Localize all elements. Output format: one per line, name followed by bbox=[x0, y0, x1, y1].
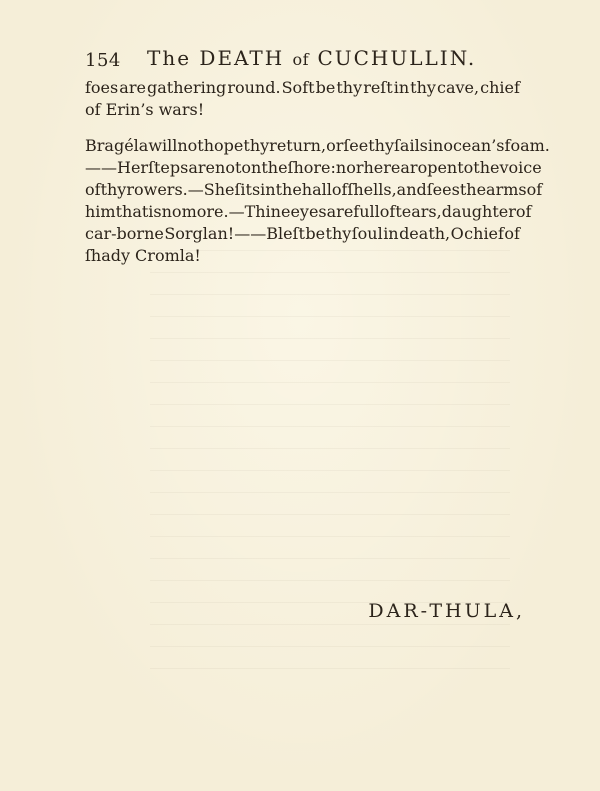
word: the bbox=[275, 180, 302, 199]
word: Erin’s bbox=[105, 100, 154, 119]
word: the bbox=[459, 180, 487, 199]
page-header bbox=[85, 44, 530, 74]
paragraph-2 bbox=[85, 135, 550, 267]
word: are bbox=[119, 78, 146, 97]
word: arms bbox=[486, 180, 527, 199]
word: open bbox=[417, 158, 458, 177]
running-head-death: DEATH bbox=[199, 46, 285, 70]
running-head-prefix: The bbox=[147, 46, 192, 70]
text-line bbox=[85, 99, 520, 121]
word: will bbox=[148, 136, 178, 155]
word: and bbox=[396, 180, 427, 199]
word: nor bbox=[335, 158, 364, 177]
word: him bbox=[85, 202, 116, 221]
word: that bbox=[115, 202, 149, 221]
running-head bbox=[147, 46, 476, 70]
word: not bbox=[215, 158, 242, 177]
word: of bbox=[379, 202, 396, 221]
text-line bbox=[85, 157, 542, 179]
word: are bbox=[188, 158, 216, 177]
word: return, bbox=[269, 136, 327, 155]
text-line bbox=[85, 201, 532, 223]
word: the bbox=[473, 158, 500, 177]
word: foes bbox=[85, 78, 119, 97]
word: ſails bbox=[393, 136, 428, 155]
word: are bbox=[326, 202, 354, 221]
word: thy bbox=[243, 136, 270, 155]
word: ſhady bbox=[85, 246, 131, 265]
word: no bbox=[161, 202, 182, 221]
word: ſoul bbox=[351, 224, 383, 243]
word: Bragéla bbox=[85, 136, 149, 155]
word: the bbox=[261, 158, 288, 177]
word: in bbox=[393, 78, 410, 97]
word: Soft bbox=[281, 78, 315, 97]
word: be bbox=[305, 224, 326, 243]
word: hall bbox=[301, 180, 332, 199]
word: of bbox=[85, 100, 101, 119]
word: of bbox=[504, 224, 520, 243]
word: thy bbox=[410, 78, 436, 97]
word: ſits bbox=[234, 180, 261, 199]
running-head-of: of bbox=[292, 50, 310, 69]
text-line bbox=[85, 135, 550, 157]
word: eyes bbox=[290, 202, 327, 221]
word: gathering bbox=[146, 78, 227, 97]
word: in bbox=[427, 136, 444, 155]
word: : bbox=[330, 158, 336, 177]
word: car-borne bbox=[85, 224, 164, 243]
word: ſhore bbox=[287, 158, 331, 177]
word: foam. bbox=[504, 136, 550, 155]
word: death, bbox=[399, 224, 451, 243]
word: her bbox=[363, 158, 391, 177]
word: ſhells, bbox=[347, 180, 397, 199]
word: ſees bbox=[426, 180, 460, 199]
word: hope bbox=[203, 136, 244, 155]
word: ſee bbox=[343, 136, 369, 155]
word: of bbox=[526, 180, 543, 199]
word: or bbox=[326, 136, 344, 155]
text-line bbox=[85, 245, 520, 267]
word: ear bbox=[390, 158, 418, 177]
text-line bbox=[85, 77, 520, 99]
word: chief bbox=[480, 78, 520, 97]
word: full bbox=[353, 202, 380, 221]
word: to bbox=[457, 158, 474, 177]
paragraph-1 bbox=[85, 77, 520, 121]
word: not bbox=[177, 136, 204, 155]
word: on bbox=[241, 158, 262, 177]
word: thy bbox=[336, 78, 363, 97]
word: round. bbox=[227, 78, 281, 97]
word: ——Her bbox=[85, 158, 149, 177]
word: of bbox=[331, 180, 348, 199]
text-line bbox=[85, 179, 543, 201]
word: reſt bbox=[363, 78, 393, 97]
word: rowers.—She bbox=[126, 180, 235, 199]
word: more.—Thine bbox=[181, 202, 291, 221]
word: O bbox=[450, 224, 464, 243]
page-number: 154 bbox=[85, 50, 121, 71]
word: thy bbox=[368, 136, 394, 155]
word: wars! bbox=[158, 100, 205, 119]
word: daughter bbox=[441, 202, 516, 221]
word: Cromla! bbox=[135, 246, 201, 265]
word: thy bbox=[100, 180, 127, 199]
word: in bbox=[260, 180, 276, 199]
word: ſteps bbox=[148, 158, 189, 177]
word: be bbox=[315, 78, 336, 97]
word: cave, bbox=[437, 78, 480, 97]
running-head-cuchullin: CUCHULLIN. bbox=[317, 46, 477, 70]
word: of bbox=[515, 202, 532, 221]
word: thy bbox=[325, 224, 352, 243]
word: of bbox=[85, 180, 101, 199]
word: in bbox=[383, 224, 399, 243]
text-line bbox=[85, 223, 520, 245]
word: ocean’s bbox=[443, 136, 505, 155]
word: Sorglan!——Bleſt bbox=[164, 224, 305, 243]
word: voice bbox=[499, 158, 542, 177]
catchword: DAR-THULA, bbox=[368, 600, 525, 622]
word: is bbox=[148, 202, 162, 221]
word: chief bbox=[464, 224, 504, 243]
word: tears, bbox=[395, 202, 442, 221]
